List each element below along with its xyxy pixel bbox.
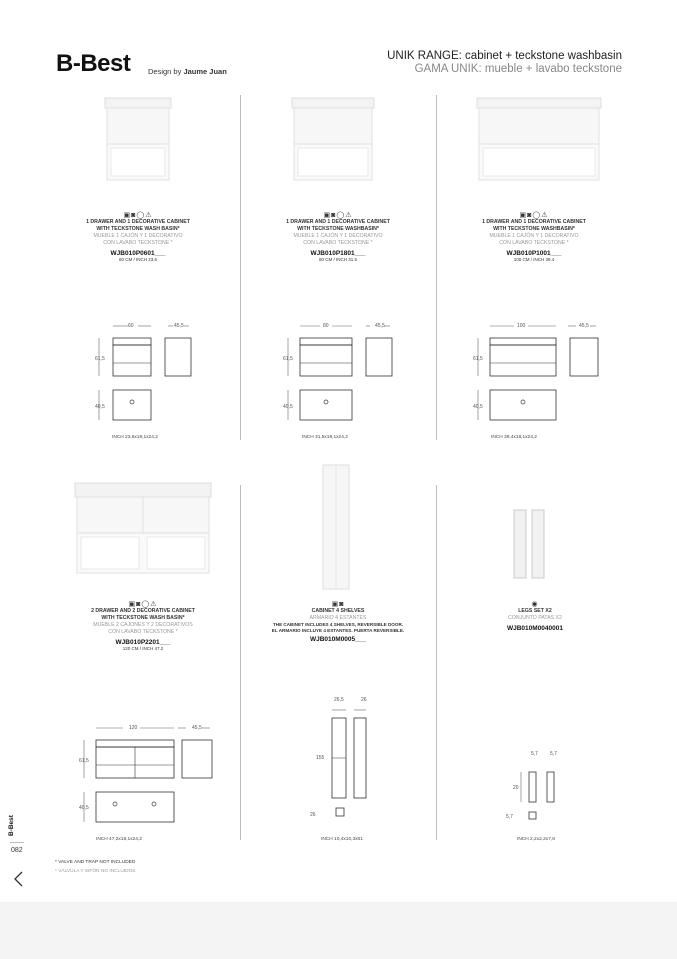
product-image (475, 98, 603, 186)
title-en: LEGS SET X2 (518, 608, 552, 614)
inch-dimensions: INCH 10,4x10,3x61 (321, 837, 363, 842)
product-image (73, 483, 213, 579)
description-en: THE CABINET INCLUDES 4 SHELVES, REVERSIBLE DOOR. (272, 622, 404, 627)
product-info (439, 211, 629, 262)
care-icons: ▣◙◯⚠ (323, 212, 353, 219)
product-image (290, 98, 376, 186)
title-en: 2 DRAWER AND 2 DECORATIVE CABINET (91, 608, 195, 614)
title-en: WITH TECKSTONE WASHBASIN* (297, 226, 379, 232)
side-brand: B-Best (8, 815, 15, 836)
care-icons: ▣◙ (331, 601, 345, 608)
title-en: WITH TECKSTONE WASH BASIN* (101, 615, 185, 621)
technical-drawing (515, 752, 565, 824)
dim-height: 40,5 (473, 404, 483, 410)
product-info (243, 211, 433, 262)
divider (436, 95, 437, 440)
dim-width: 100 (517, 323, 526, 329)
designer-name: Jaume Juan (183, 67, 227, 76)
technical-drawing (282, 318, 402, 428)
chevron-left-icon[interactable] (13, 870, 23, 893)
range-title-es: GAMA UNIK: mueble + lavabo teckstone (414, 63, 622, 75)
product-reference: WJB010P1001___ (506, 250, 562, 257)
title-es: MUEBLE 1 CAJÓN Y 1 DECORATIVO (489, 233, 579, 239)
title-en: WITH TECKSTONE WASHBASIN* (493, 226, 575, 232)
dim-height: 61,5 (473, 356, 483, 362)
product-size: 60 CM / INCH 23.6 (118, 257, 157, 262)
inch-dimensions: INCH 2,2x2,2x7,8 (517, 837, 555, 842)
title-es: MUEBLE 1 CAJÓN Y 1 DECORATIVO (293, 233, 383, 239)
dim-height: 61,5 (79, 758, 89, 764)
product-image (512, 508, 548, 580)
technical-drawing (78, 720, 218, 830)
divider (240, 95, 241, 440)
product-reference: WJB010P2201___ (115, 639, 171, 646)
dim-width: 60 (128, 323, 134, 329)
title-es: CONJUNTO PATAS X2 (508, 615, 562, 621)
range-title-en: UNIK RANGE: cabinet + teckstone washbasin (387, 50, 622, 62)
care-icons: ▣◙◯⚠ (123, 212, 153, 219)
dim-depth: 45,5 (579, 323, 589, 329)
inch-dimensions: INCH 39,4x18,1x24,2 (491, 435, 537, 440)
footer-bar (0, 902, 677, 959)
dim-width: 26,5 (334, 697, 344, 703)
dim-height: 155 (316, 755, 325, 761)
title-en: WITH TECKSTONE WASH BASIN* (96, 226, 180, 232)
dim-base: 5,7 (506, 814, 513, 820)
page-number: 082 (11, 847, 23, 854)
care-icons: ▣◙◯⚠ (519, 212, 549, 219)
title-es: CON LAVABO TECKSTONE * (108, 629, 178, 635)
dim-depth: 45,5 (192, 725, 202, 731)
product-size: 100 CM / INCH 39.4 (513, 257, 555, 262)
dim-width: 120 (129, 725, 138, 731)
dim-depth: 5,7 (550, 751, 557, 757)
title-es: CON LAVABO TECKSTONE * (499, 240, 569, 246)
title-en: 1 DRAWER AND 1 DECORATIVE CABINET (482, 219, 586, 225)
title-es: MUEBLE 1 CAJÓN Y 1 DECORATIVO (93, 233, 183, 239)
product-reference: WJB010P0601___ (110, 250, 166, 257)
dim-depth: 26 (361, 697, 367, 703)
product-info (43, 211, 233, 262)
technical-drawing (93, 318, 203, 428)
product-reference: WJB010M0005___ (309, 636, 366, 643)
dim-width: 80 (323, 323, 329, 329)
divider (240, 485, 241, 840)
dim-depth: 45,5 (174, 323, 184, 329)
divider (10, 842, 24, 843)
dim-height: 61,5 (95, 356, 105, 362)
care-icons: ▣◙◯⚠ (128, 601, 158, 608)
dim-height: 40,5 (283, 404, 293, 410)
dim-height: 40,5 (79, 805, 89, 811)
title-en: 1 DRAWER AND 1 DECORATIVE CABINET (86, 219, 190, 225)
product-size: 120 CM / INCH 47.2 (122, 646, 164, 651)
product-image (321, 465, 351, 591)
inch-dimensions: INCH 47,2x18,1x24,2 (96, 837, 142, 842)
technical-drawing (320, 700, 380, 824)
product-reference: WJB010M0040001 (506, 625, 563, 632)
title-es: CON LAVABO TECKSTONE * (303, 240, 373, 246)
dim-height: 61,5 (283, 356, 293, 362)
dim-base: 26 (310, 812, 316, 818)
description-es: EL ARMARIO INCLUYE 4 ESTANTES. PUERTA REVERSIBLE. (271, 627, 405, 633)
product-info (243, 600, 433, 643)
inch-dimensions: INCH 31,5x18,1x24,2 (302, 435, 348, 440)
inch-dimensions: INCH 23,6x18,1x24,2 (112, 435, 158, 440)
title-en: CABINET 4 SHELVES (311, 608, 365, 614)
title-en: 1 DRAWER AND 1 DECORATIVE CABINET (286, 219, 390, 225)
dim-height: 20 (513, 785, 519, 791)
brand-logo: B-Best (56, 50, 131, 77)
product-reference: WJB010P1801___ (310, 250, 366, 257)
dim-width: 5,7 (531, 751, 538, 757)
title-es: CON LAVABO TECKSTONE * (103, 240, 173, 246)
dim-depth: 45,5 (375, 323, 385, 329)
product-info (440, 600, 630, 632)
care-icons: ◉ (531, 601, 539, 608)
product-size: 80 CM / INCH 31.5 (318, 257, 357, 262)
technical-drawing (472, 318, 604, 428)
design-by-prefix: Design by (148, 67, 182, 76)
product-info (48, 600, 238, 651)
note-en: * VALVE AND TRAP NOT INCLUDED (55, 860, 136, 865)
dim-height: 40,5 (95, 404, 105, 410)
divider (436, 485, 437, 840)
design-by (148, 67, 227, 76)
product-image (103, 98, 173, 186)
title-es: ARMARIO 4 ESTANTES (309, 615, 367, 621)
note-es: * VÁLVULA Y SIFÓN NO INCLUIDOS (55, 869, 136, 874)
title-es: MUEBLE 2 CAJONES Y 2 DECORATIVOS (93, 622, 193, 628)
